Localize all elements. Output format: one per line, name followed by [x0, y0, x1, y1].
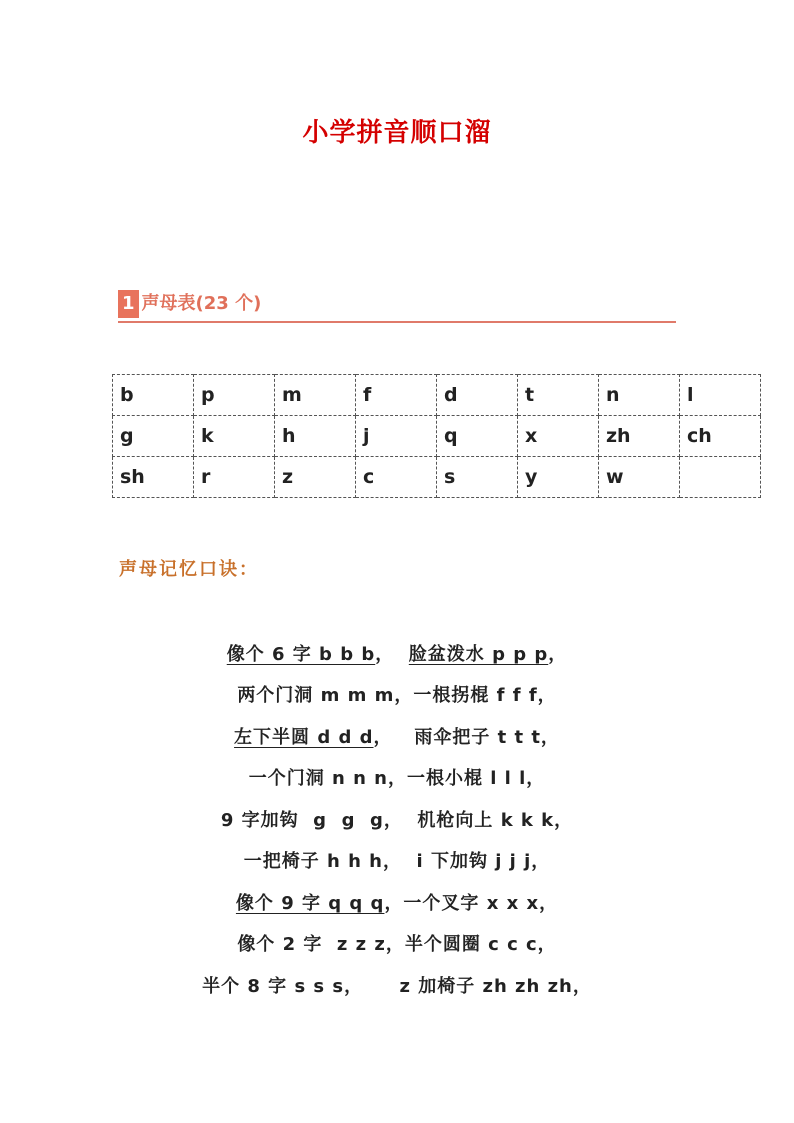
- table-row: [113, 457, 761, 498]
- table-cell: c: [356, 457, 437, 498]
- table-cell: zh: [599, 416, 680, 457]
- table-cell: t: [518, 375, 599, 416]
- rhyme-segment: 脸盆泼水 p p p: [408, 644, 549, 665]
- rhyme-line-8: 像个 2 字 z z z，半个圆圈 c c c，: [237, 934, 557, 955]
- rhyme-segment: ，一个叉字 x x x，: [384, 893, 559, 914]
- table-cell: k: [194, 416, 275, 457]
- initials-table: [112, 374, 761, 498]
- rhyme-segment: ，: [375, 644, 395, 665]
- table-cell: g: [113, 416, 194, 457]
- rhyme-segment: 左下半圆 d d d: [234, 727, 374, 748]
- rhyme-line-7: [0, 889, 794, 915]
- rhyme-line-4: 一个门洞 n n n，一根小棍 l l l，: [248, 768, 546, 789]
- section-number-badge: 1: [118, 290, 139, 318]
- table-cell: z: [275, 457, 356, 498]
- rhyme-line-5: 9 字加钩 g g g， 机枪向上 k k k，: [220, 810, 574, 831]
- rhyme-segment: 像个 6 字 b b b: [226, 644, 376, 665]
- table-cell: m: [275, 375, 356, 416]
- rhyme-segment: 像个 9 字 q q q: [235, 893, 385, 914]
- rhyme-line-9: 半个 8 字 s s s， z 加椅子 zh zh zh，: [202, 976, 592, 997]
- table-cell: d: [437, 375, 518, 416]
- table-cell: x: [518, 416, 599, 457]
- table-cell: [680, 457, 761, 498]
- rhyme-line-1: [0, 640, 794, 666]
- table-cell: s: [437, 457, 518, 498]
- table-row: [113, 416, 761, 457]
- table-cell: y: [518, 457, 599, 498]
- table-cell: p: [194, 375, 275, 416]
- table-cell: r: [194, 457, 275, 498]
- rhyme-line-2: 两个门洞 m m m，一根拐棍 f f f，: [237, 685, 557, 706]
- rhyme-line-3: [0, 723, 794, 749]
- table-cell: b: [113, 375, 194, 416]
- table-cell: ch: [680, 416, 761, 457]
- table-row: [113, 375, 761, 416]
- table-cell: n: [599, 375, 680, 416]
- section-heading: [118, 287, 676, 323]
- memo-heading: 声母记忆口诀：: [119, 559, 259, 580]
- table-cell: f: [356, 375, 437, 416]
- page-title: 小学拼音顺口溜: [302, 118, 492, 148]
- table-cell: h: [275, 416, 356, 457]
- rhyme-segment: ， 雨伞把子 t t t，: [373, 727, 560, 748]
- rhyme-line-6: 一把椅子 h h h， i 下加钩 j j j，: [243, 851, 551, 872]
- table-cell: q: [437, 416, 518, 457]
- table-cell: w: [599, 457, 680, 498]
- table-cell: sh: [113, 457, 194, 498]
- section-title: 声母表(23 个): [141, 293, 262, 314]
- table-cell: j: [356, 416, 437, 457]
- rhyme-segment: ，: [548, 644, 568, 665]
- table-cell: l: [680, 375, 761, 416]
